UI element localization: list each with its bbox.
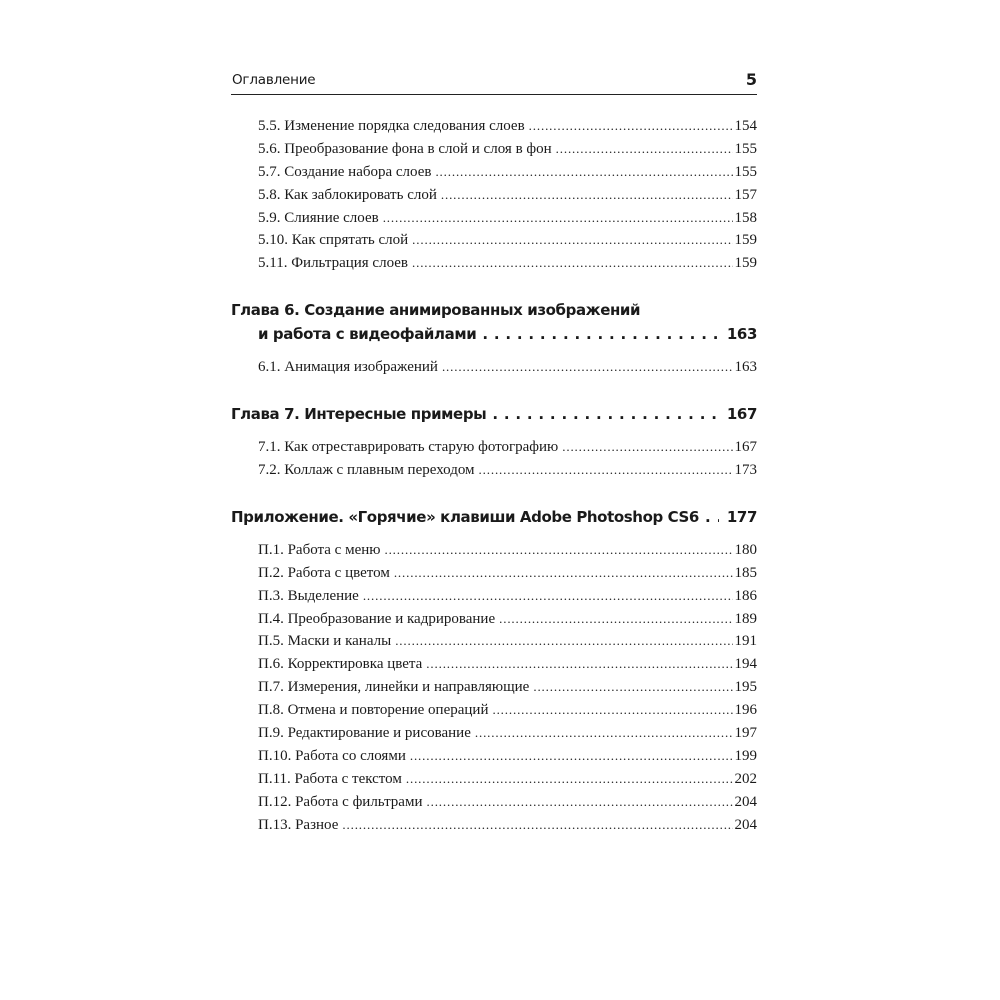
- dot-leader: [394, 565, 733, 581]
- dot-leader: [492, 702, 732, 718]
- toc-entry-label: П.6. Корректировка цвета: [258, 656, 423, 673]
- toc-entry-page: 194: [734, 656, 757, 673]
- toc-entry-label: П.7. Измерения, линейки и направляющие: [258, 679, 530, 696]
- toc-entry-label: П.11. Работа с текстом: [258, 770, 402, 787]
- running-header-title: Оглавление: [232, 72, 316, 88]
- chapter-6-heading[interactable]: [231, 301, 757, 349]
- toc-entry-page: 195: [734, 679, 757, 696]
- toc-entry-page: 159: [734, 255, 757, 272]
- toc-entry[interactable]: [258, 439, 757, 462]
- dot-leader: [442, 359, 733, 375]
- dot-leader: [533, 679, 732, 695]
- chapter-title-line-1: Глава 6. Создание анимированных изображений: [231, 301, 641, 320]
- toc-entry[interactable]: [258, 255, 757, 278]
- toc-entry-page: 173: [734, 462, 757, 479]
- toc-entry-page: 186: [734, 587, 757, 604]
- toc-entry-label: 5.9. Слияние слоев: [258, 209, 379, 226]
- toc-entry-page: 204: [734, 793, 757, 810]
- dot-leader: [475, 725, 733, 741]
- dot-leader: [383, 210, 733, 226]
- toc-entry-label: 7.1. Как отреставрировать старую фотографию: [258, 439, 559, 456]
- toc-entry-page: 196: [734, 702, 757, 719]
- toc-entry[interactable]: [258, 794, 757, 817]
- toc-entry-page: 157: [734, 186, 757, 203]
- toc-entry[interactable]: [258, 611, 757, 634]
- toc-entry-label: 5.5. Изменение порядка следования слоев: [258, 118, 525, 134]
- dot-leader: [441, 187, 733, 203]
- toc-entry[interactable]: [258, 565, 757, 588]
- toc-entry[interactable]: [258, 118, 757, 141]
- dot-leader: [562, 439, 732, 455]
- dot-leader: [482, 325, 719, 343]
- toc-entry-page: 202: [734, 770, 757, 787]
- dot-leader: [427, 794, 733, 810]
- dot-leader: [556, 141, 733, 157]
- toc-entry-label: П.12. Работа с фильтрами: [258, 793, 423, 810]
- appendix-heading[interactable]: [231, 508, 757, 532]
- toc-entry-label: 5.8. Как заблокировать слой: [258, 186, 437, 203]
- toc-entry[interactable]: [258, 462, 757, 485]
- dot-leader: [410, 748, 733, 764]
- appendix-entries: [231, 542, 757, 840]
- toc-entry-label: 5.10. Как спрятать слой: [258, 232, 409, 249]
- toc-entry-label: 6.1. Анимация изображений: [258, 359, 438, 376]
- toc-entry-page: 167: [734, 439, 757, 456]
- section-5-entries: [231, 118, 757, 278]
- toc-entry-page: 158: [734, 209, 757, 226]
- dot-leader: [705, 508, 719, 526]
- toc-entry[interactable]: [258, 141, 757, 164]
- toc-entry-page: 199: [734, 747, 757, 764]
- toc-entry[interactable]: [258, 725, 757, 748]
- toc-entry[interactable]: [258, 187, 757, 210]
- toc-entry-label: П.9. Редактирование и рисование: [258, 725, 471, 742]
- dot-leader: [479, 462, 733, 478]
- toc-entry-page: 154: [734, 118, 757, 134]
- toc-entry-label: 7.2. Коллаж с плавным переходом: [258, 462, 475, 479]
- chapter-title-line-2: и работа с видеофайлами: [258, 325, 477, 344]
- toc-entry-page: 191: [734, 633, 757, 650]
- toc-entry[interactable]: [258, 588, 757, 611]
- toc-entry-label: 5.11. Фильтрация слоев: [258, 255, 408, 272]
- dot-leader: [426, 656, 732, 672]
- dot-leader: [363, 588, 733, 604]
- toc-entry-page: 197: [734, 725, 757, 742]
- toc-entry-page: 185: [734, 564, 757, 581]
- chapter-page: 167: [726, 405, 757, 424]
- toc-entry[interactable]: [258, 702, 757, 725]
- appendix-title: Приложение. «Горячие» клавиши Adobe Photoshop CS6: [231, 507, 699, 526]
- toc-entry[interactable]: [258, 679, 757, 702]
- chapter-7-entries: [231, 439, 757, 485]
- toc-entry-label: П.4. Преобразование и кадрирование: [258, 610, 496, 627]
- toc-entry[interactable]: [258, 542, 757, 565]
- toc-entry-label: П.5. Маски и каналы: [258, 633, 392, 650]
- toc-entry[interactable]: [258, 359, 757, 382]
- dot-leader: [435, 164, 732, 180]
- dot-leader: [406, 771, 733, 787]
- dot-leader: [412, 232, 732, 248]
- toc-entry[interactable]: [258, 771, 757, 794]
- toc-entry-label: П.2. Работа с цветом: [258, 564, 390, 581]
- chapter-7-heading[interactable]: [231, 405, 757, 429]
- toc-entry-label: П.13. Разное: [258, 816, 339, 833]
- toc-entry-page: 180: [734, 541, 757, 558]
- toc-entry-page: 159: [734, 232, 757, 249]
- toc-entry[interactable]: [258, 656, 757, 679]
- appendix-page: 177: [726, 507, 757, 526]
- running-header: [231, 70, 757, 95]
- toc-entry[interactable]: [258, 817, 757, 840]
- dot-leader: [529, 118, 733, 134]
- toc-entry-page: 189: [734, 610, 757, 627]
- toc-entry[interactable]: [258, 164, 757, 187]
- dot-leader: [384, 542, 732, 558]
- dot-leader: [412, 255, 733, 271]
- chapter-page: 163: [726, 325, 757, 344]
- dot-leader: [395, 633, 732, 649]
- chapter-title: Глава 7. Интересные примеры: [231, 405, 487, 424]
- dot-leader: [492, 405, 719, 423]
- table-of-contents: [231, 118, 757, 839]
- toc-entry[interactable]: [258, 748, 757, 771]
- toc-entry-label: 5.7. Создание набора слоев: [258, 163, 432, 180]
- dot-leader: [499, 611, 732, 627]
- chapter-6-entries: [231, 359, 757, 382]
- toc-entry-page: 155: [734, 140, 757, 157]
- toc-entry-label: П.3. Выделение: [258, 587, 359, 604]
- toc-entry[interactable]: [258, 232, 757, 255]
- toc-entry[interactable]: [258, 210, 757, 233]
- toc-entry-label: П.8. Отмена и повторение операций: [258, 702, 489, 719]
- page-number: 5: [745, 70, 757, 89]
- toc-entry-label: 5.6. Преобразование фона в слой и слоя в фон: [258, 140, 552, 157]
- toc-entry-label: П.10. Работа со слоями: [258, 747, 406, 764]
- dot-leader: [342, 817, 732, 833]
- toc-entry-label: П.1. Работа с меню: [258, 541, 381, 558]
- toc-entry[interactable]: [258, 633, 757, 656]
- toc-entry-page: 204: [734, 816, 757, 833]
- toc-entry-page: 155: [734, 163, 757, 180]
- toc-entry-page: 163: [734, 359, 757, 376]
